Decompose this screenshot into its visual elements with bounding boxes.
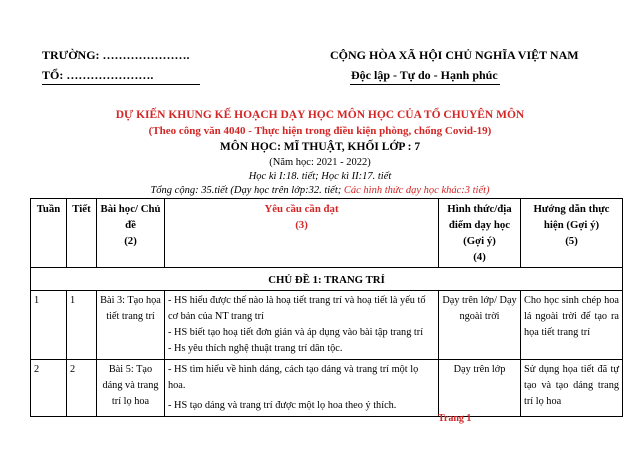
col-header-period: Tiết xyxy=(67,199,97,268)
total-periods xyxy=(0,185,640,196)
semester-periods: Học kì I:18. tiết; Học kì II:17. tiết xyxy=(248,171,392,182)
requirements-cell xyxy=(165,360,439,417)
national-motto: Độc lập - Tự do - Hạnh phúc xyxy=(351,68,498,82)
requirement-item: - HS biết tạo hoạ tiết đơn giản và áp dụng vào bài tập trang trí xyxy=(168,327,424,338)
lesson-cell: Bài 3: Tạo họa tiết trang trí xyxy=(97,291,165,360)
week-cell: 2 xyxy=(31,360,67,417)
requirement-item: - Hs yêu thích nghệ thuật trang trí dân tộc. xyxy=(168,343,343,354)
guide-cell: Cho học sinh chép hoa lá ngoài trời để tạo ra họa tiết trang trí xyxy=(521,291,623,360)
col-header-requirements: Yêu cầu cần đạt (3) xyxy=(165,199,439,268)
week-cell: 1 xyxy=(31,291,67,360)
table-header-row xyxy=(31,199,623,268)
lesson-cell: Bài 5: Tạo dáng và trang trí lọ hoa xyxy=(97,360,165,417)
col-header-lesson: Bài học/ Chủ đề (2) xyxy=(97,199,165,268)
topic-row xyxy=(31,268,623,291)
teaching-plan-table xyxy=(30,198,623,417)
total-periods-other: Các hình thức dạy học khác:3 tiết) xyxy=(341,185,490,196)
document-title: DỰ KIẾN KHUNG KẾ HOẠCH DẠY HỌC MÔN HỌC CỦA TỔ CHUYÊN MÔN xyxy=(115,109,525,121)
table-row xyxy=(31,291,623,360)
total-periods-class: Tổng cộng: 35.tiết (Dạy học trên lớp:32. tiết; xyxy=(150,185,342,196)
guide-cell: Sử dụng họa tiết đã tự tạo và tạo dáng trang trí lọ hoa xyxy=(521,360,623,417)
requirement-item: - HS hiểu được thế nào là hoạ tiết trang trí và hoạ tiết là yếu tố cơ bản của NT trang trí xyxy=(168,295,426,322)
document-subtitle: (Theo công văn 4040 - Thực hiện trong điều kiện phòng, chống Covid-19) xyxy=(148,125,492,137)
dept-label: TỔ: …………………. xyxy=(42,68,154,82)
subject-title: MÔN HỌC: MĨ THUẬT, KHỐI LỚP : 7 xyxy=(219,141,421,153)
form-cell: Dạy trên lớp xyxy=(439,360,521,417)
motto-underline xyxy=(350,84,500,85)
col-header-week: Tuần xyxy=(31,199,67,268)
period-cell: 1 xyxy=(67,291,97,360)
requirement-item: - HS tìm hiểu về hình dáng, cách tạo dáng và trang trí một lọ hoa. xyxy=(168,364,419,391)
page-number: Trang 1 xyxy=(438,413,472,424)
form-cell: Dạy trên lớp/ Dạy ngoài trời xyxy=(439,291,521,360)
dept-underline xyxy=(42,84,200,85)
col-header-form: Hình thức/địa điểm dạy học (Gợi ý) (4) xyxy=(439,199,521,268)
school-label: TRƯỜNG: …………………. xyxy=(42,48,190,62)
topic-title: CHỦ ĐỀ 1: TRANG TRÍ xyxy=(31,268,623,291)
country-name: CỘNG HÒA XÃ HỘI CHỦ NGHĨA VIỆT NAM xyxy=(330,48,579,62)
requirement-item: - HS tạo dáng và trang trí được một lọ hoa theo ý thích. xyxy=(168,400,397,411)
col-header-guide: Hướng dẫn thực hiện (Gợi ý) (5) xyxy=(521,199,623,268)
table-row xyxy=(31,360,623,417)
period-cell: 2 xyxy=(67,360,97,417)
requirements-cell xyxy=(165,291,439,360)
school-year: (Năm học: 2021 - 2022) xyxy=(269,157,371,168)
